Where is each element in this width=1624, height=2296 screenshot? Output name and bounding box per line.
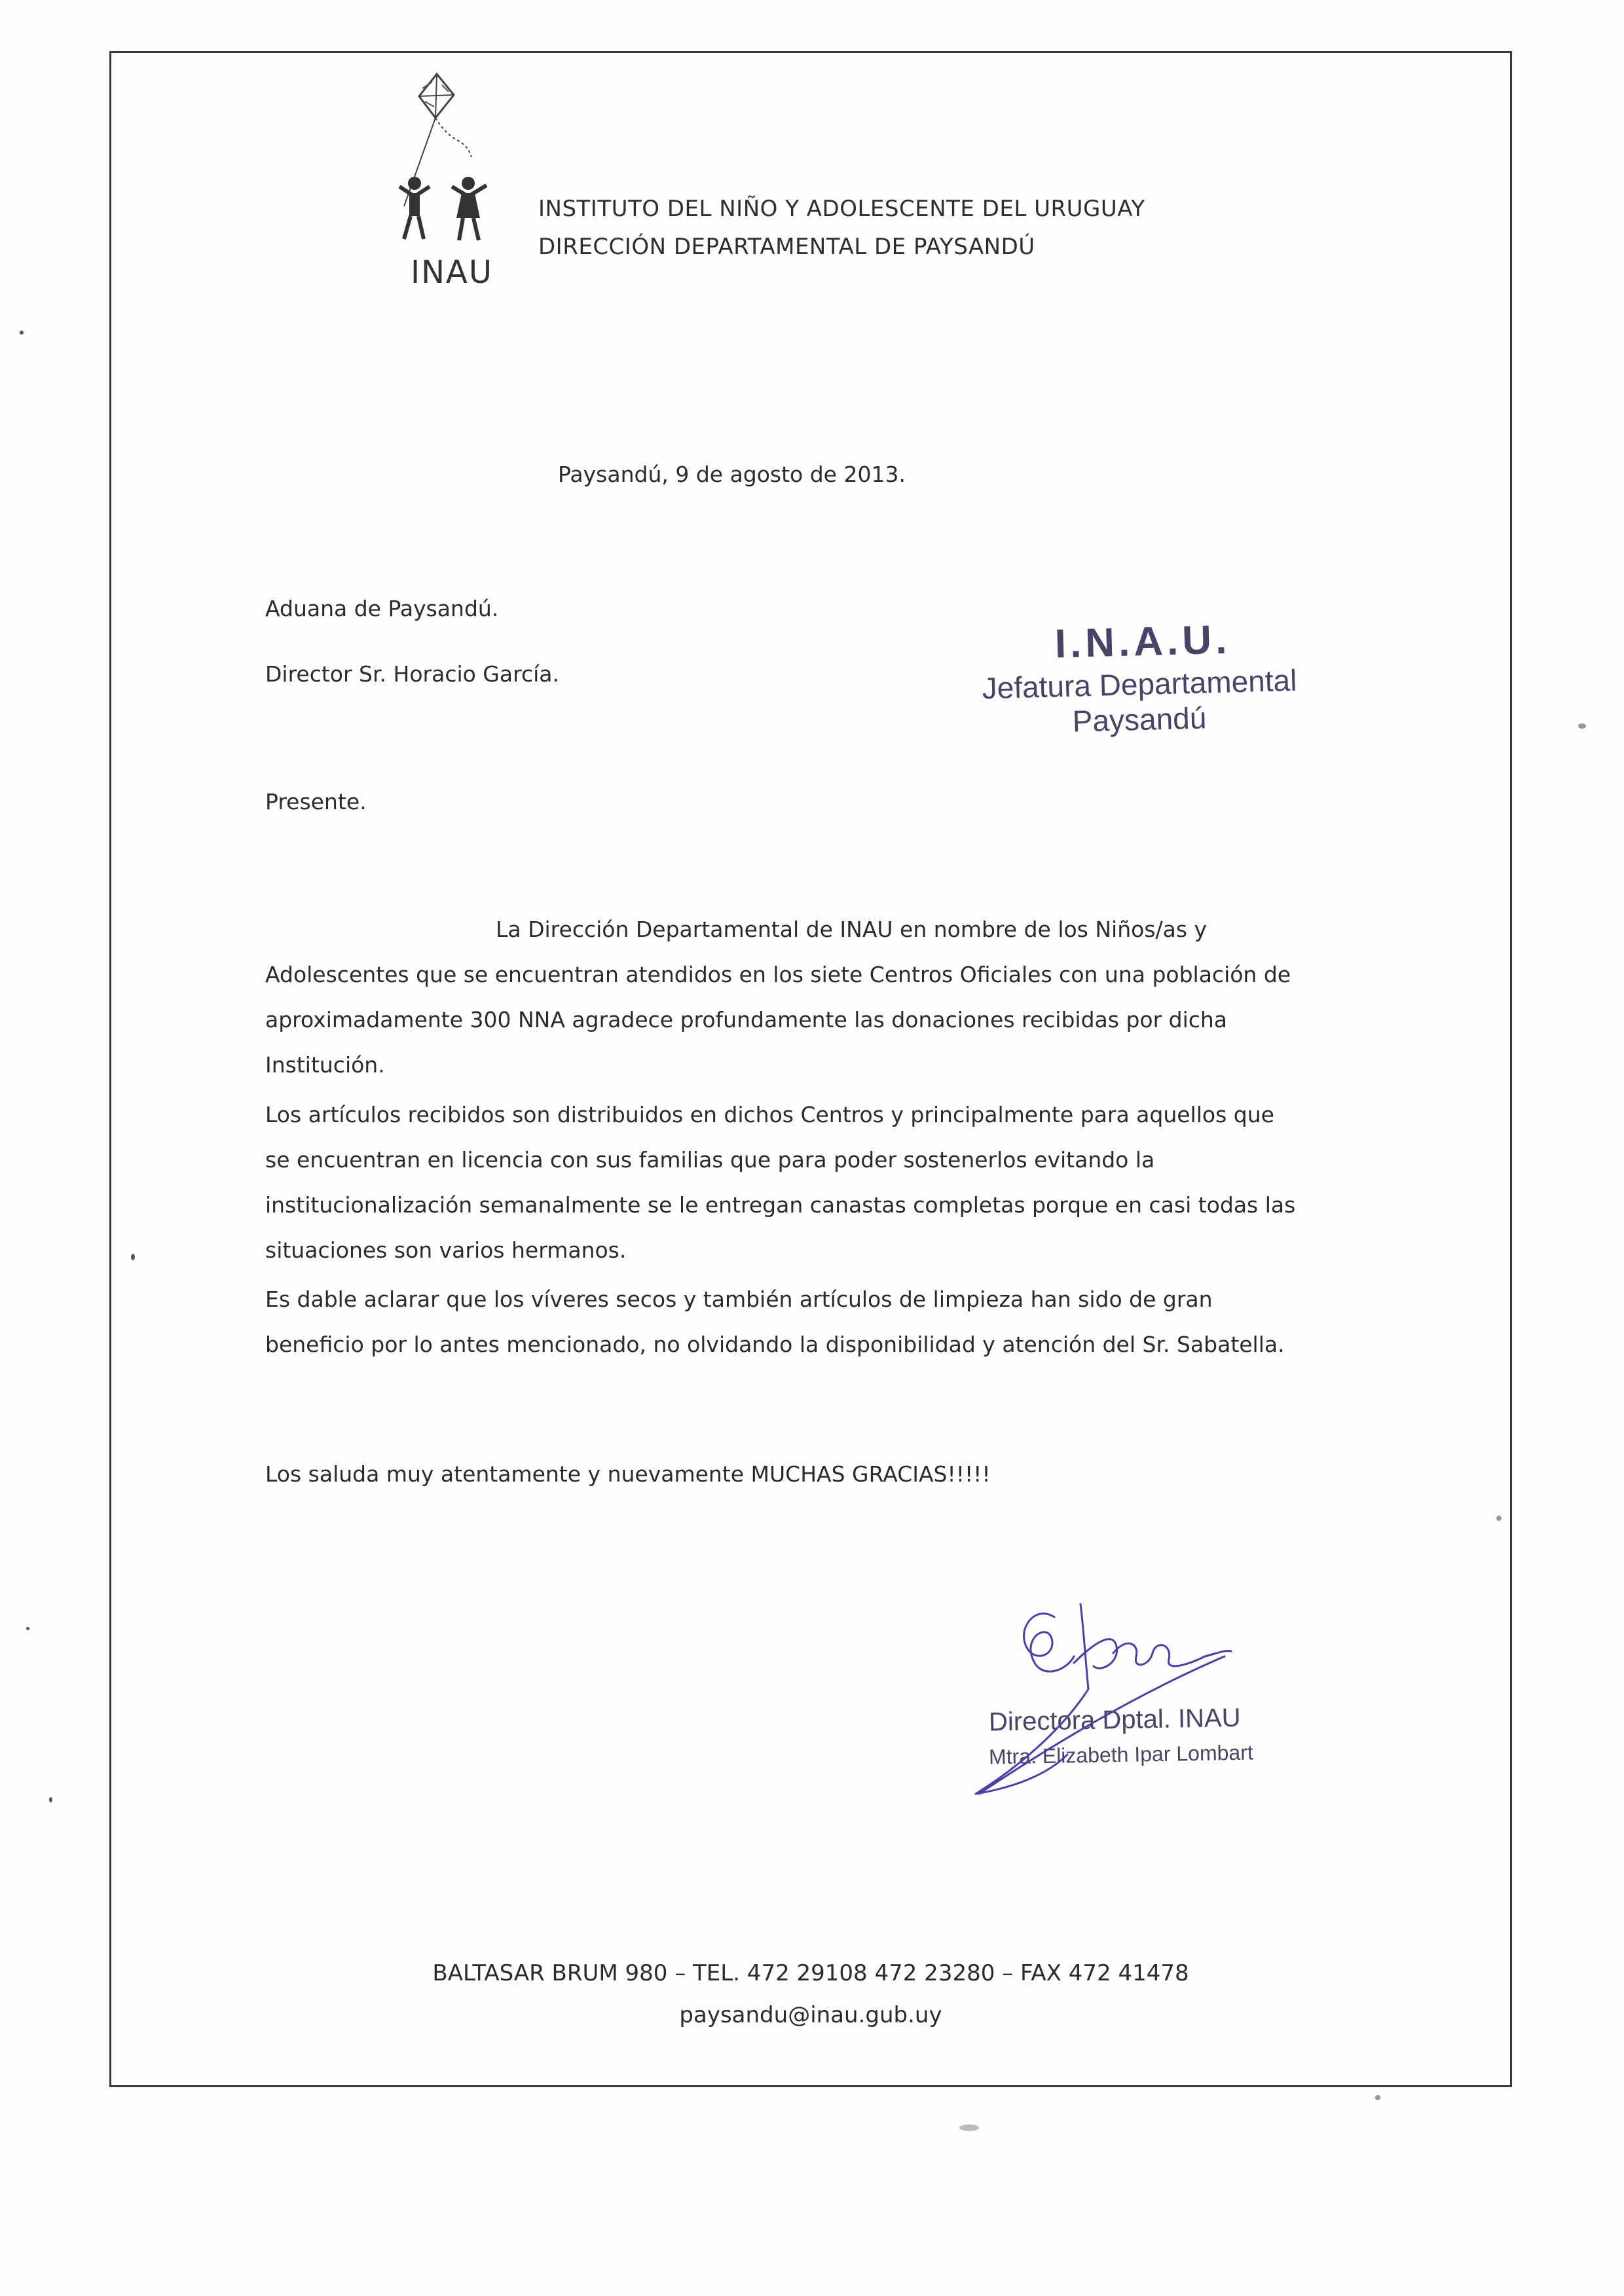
closing-line: Los saluda muy atentamente y nuevamente MUCHAS GRACIAS!!!!! [265,1461,991,1487]
scan-speck [26,1627,29,1630]
paragraph-line: beneficio por lo antes mencionado, no olvidando la disponibilidad y atención del Sr. Sabatella. [265,1332,1285,1357]
logo-wordmark: INAU [410,254,494,291]
scan-speck [1375,2095,1380,2100]
signer-name: Mtra. Elizabeth Ipar Lombart [988,1740,1254,1769]
scan-speck [131,1254,135,1260]
scan-speck [959,2124,979,2131]
recipient-organization: Aduana de Paysandú. [265,596,499,621]
paragraph-line: aproximadamente 300 NNA agradece profundamente las donaciones recibidas por dicha [265,1007,1228,1032]
paragraph-2 [265,1092,1392,1273]
footer-email: paysandu@inau.gub.uy [679,2002,942,2028]
paragraph-line: La Dirección Departamental de INAU en nombre de los Niños/as y [496,917,1208,942]
paragraph-line: Institución. [265,1052,385,1078]
scan-speck [1496,1516,1502,1521]
greeting: Presente. [265,789,367,814]
institution-heading [538,190,1145,266]
department-name: DIRECCIÓN DEPARTAMENTAL DE PAYSANDÚ [538,234,1035,260]
stamp-city: Paysandú [1072,701,1207,738]
department-stamp [943,619,1336,737]
scan-speck [1578,723,1586,729]
paragraph-line: institucionalización semanalmente se le entregan canastas completas porque en casi todas las [265,1192,1296,1218]
institution-name: INSTITUTO DEL NIÑO Y ADOLESCENTE DEL URUGUAY [538,196,1145,222]
paragraph-1 [265,907,1392,1087]
footer-contact: BALTASAR BRUM 980 – TEL. 472 29108 472 23280 – FAX 472 41478 [432,1960,1189,1986]
paragraph-3 [265,1277,1392,1367]
scan-speck [20,331,24,335]
signer-role: Directora Dptal. INAU [988,1703,1241,1737]
handwritten-signature [917,1591,1297,1866]
recipient-name: Director Sr. Horacio García. [265,661,559,687]
paragraph-line: Los artículos recibidos son distribuidos en dichos Centros y principalmente para aquellos que [265,1102,1274,1127]
scan-speck [49,1797,52,1802]
stamp-subtitle: Jefatura Departamental [982,663,1297,706]
letter-date: Paysandú, 9 de agosto de 2013. [558,462,906,487]
paragraph-line: Es dable aclarar que los víveres secos y también artículos de limpieza han sido de gran [265,1286,1213,1312]
paragraph-line: situaciones son varios hermanos. [265,1237,627,1263]
stamp-title: I.N.A.U. [1054,617,1232,667]
paragraph-line: Adolescentes que se encuentran atendidos en los siete Centros Oficiales con una población de [265,962,1291,987]
paragraph-line: se encuentran en licencia con sus familias que para poder sostenerlos evitando la [265,1147,1155,1173]
